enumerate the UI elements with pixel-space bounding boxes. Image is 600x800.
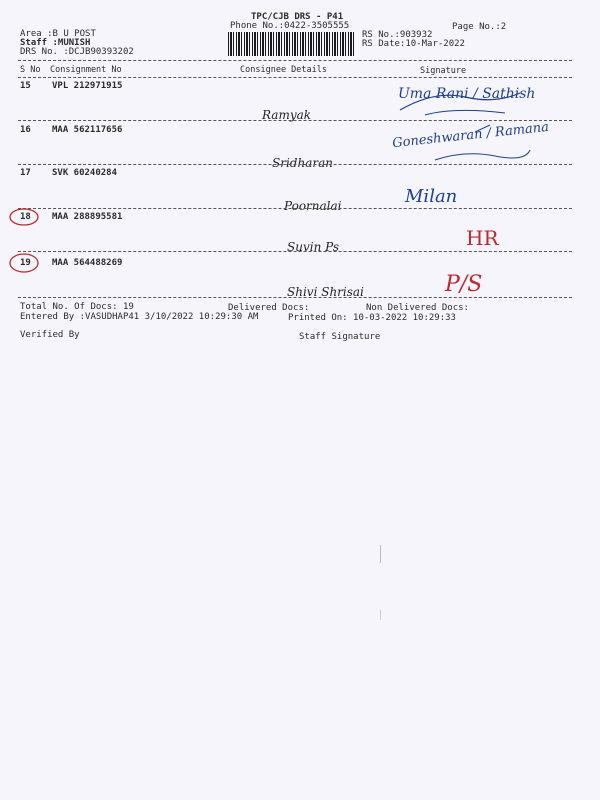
row-divider — [18, 208, 572, 209]
document-title: TPC/CJB DRS - P41 — [251, 12, 344, 22]
row-divider — [18, 164, 572, 165]
rs-date: RS Date:10-Mar-2022 — [362, 39, 465, 49]
signature-flourish — [395, 85, 525, 125]
signature-handwriting: P/S — [445, 272, 483, 297]
col-sno: S No — [20, 65, 41, 75]
col-consignment: Consignment No — [50, 65, 122, 75]
signature-handwriting: Goneshwaran / Ramana — [391, 119, 550, 152]
row-sno: 17 — [20, 168, 31, 178]
staff-label: Staff :MUNISH — [20, 38, 91, 48]
row-sno: 16 — [20, 125, 31, 135]
row-consignment: VPL 212971915 — [52, 81, 123, 91]
signature-flourish — [395, 120, 535, 170]
rs-number: RS No.:903932 — [362, 30, 433, 40]
scan-mark — [380, 545, 381, 563]
row-consignment: SVK 60240284 — [52, 168, 118, 178]
row-divider — [18, 251, 572, 252]
row-consignment: MAA 564488269 — [52, 258, 123, 268]
consignee-handwriting: Shivi Shrisai — [287, 285, 364, 299]
phone-number: Phone No.:0422-3505555 — [230, 21, 350, 31]
drs-number: DRS No. :DCJB90393202 — [20, 47, 134, 57]
page-number: Page No.:2 — [452, 22, 507, 32]
entered-by: Entered By :VASUDHAP41 3/10/2022 10:29:30 AM — [20, 312, 259, 322]
total-docs: Total No. Of Docs: 19 — [20, 302, 134, 312]
verified-by: Verified By — [20, 330, 80, 340]
col-signature: Signature — [420, 66, 467, 76]
row-consignment: MAA 562117656 — [52, 125, 123, 135]
column-divider — [18, 77, 572, 78]
barcode — [228, 32, 356, 56]
header-divider — [18, 60, 572, 61]
row-sno: 15 — [20, 81, 31, 91]
consignee-handwriting: Ramyak — [262, 108, 312, 122]
row-consignment: MAA 288895581 — [52, 212, 123, 222]
delivered-docs: Delivered Docs: — [228, 303, 310, 313]
consignee-handwriting: Poornalai — [284, 199, 342, 213]
signature-handwriting: Uma Rani / Sathish — [398, 86, 536, 102]
consignee-handwriting: Suvin Ps — [287, 240, 340, 254]
signature-handwriting: Milan — [405, 186, 458, 207]
row-sno: 18 — [20, 212, 31, 222]
area-label: Area :B U POST — [20, 29, 96, 39]
staff-signature: Staff Signature — [299, 332, 381, 342]
consignee-handwriting: Sridharan — [272, 156, 333, 170]
col-consignee: Consignee Details — [240, 65, 327, 75]
printed-on: Printed On: 10-03-2022 10:29:33 — [288, 313, 456, 323]
scan-mark — [380, 610, 381, 620]
non-delivered-docs: Non Delivered Docs: — [366, 303, 469, 313]
row-sno: 19 — [20, 258, 31, 268]
table-bottom-divider — [18, 297, 572, 298]
signature-handwriting: HR — [466, 226, 499, 250]
